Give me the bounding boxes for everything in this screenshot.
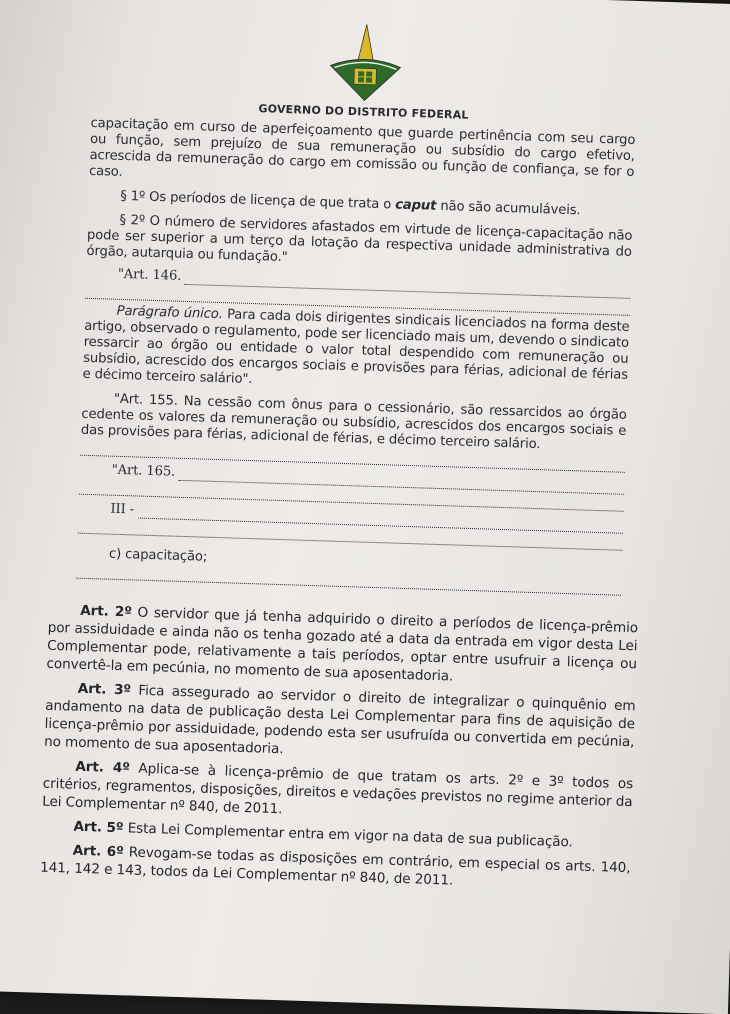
art-4 [42, 757, 633, 830]
paragrafo-unico-label: Parágrafo único. [116, 303, 223, 323]
paragraph-capacitacao: capacitação em curso de aperfeiçoamento que guarde pertinência com seu cargo ou função, sem prejuízo de sua remuneração ou subsídio do cargo efetivo, acrescida da remuneração do cargo em comissão ou função de confiança, se for o caso. [88, 115, 636, 180]
art-4-label: Art. 4º [75, 758, 131, 777]
art-6-label: Art. 6º [72, 842, 124, 861]
art-3 [44, 679, 636, 769]
art-2-text: O servidor que já tenha adquirido o direito a períodos de licença-prêmio por assiduidade e ainda não os tenha gozado até a data da entrada em vigor desta Lei Complementar pode, relativamente a tais períodos, optar entre usufruir a licença ou convertê-la em pecúnia, no momento de sua aposentadoria. [46, 604, 639, 685]
art-3-label: Art. 3º [77, 680, 132, 699]
paragrafo-unico-text: Para cada dois dirigentes sindicais licenciados na forma deste artigo, observado o regulamento, pode ser licenciado mais um, devendo o sindicato ressarcir ao órgão ou entidade o valor total despendido com remuneração ou subsídio, acrescido dos encargos sociais e provisões para férias, adicional de férias e décimo terceiro salário". [82, 307, 630, 388]
inciso-iii-label: III - [110, 501, 135, 518]
paragraph-2: § 2º O número de servidores afastados em virtude de licença-capacitação não pode ser superior a um terço da lotação da respectiva unidade administrativa do órgão, autarquia ou fundação." [86, 212, 633, 266]
document-upper-section [76, 14, 639, 600]
art-165-label: "Art. 165. [111, 462, 176, 480]
art-6-text: Revogam-se todas as disposições em contrário, em especial os arts. 140, 141, 142 e 143, todos da Lei Complementar nº 840, de 2011. [39, 844, 631, 889]
caput-term: caput [394, 197, 437, 214]
art-5-label: Art. 5º [73, 818, 124, 837]
paragrafo-unico [82, 303, 629, 400]
art-155: "Art. 155. Na cessão com ônus para o cessionário, são ressarcidos ao órgão cedente os valores da remuneração ou subsídio, acrescidos dos encargos sociais e das provisões para férias, adicional de férias, e décimo terceiro salário. [80, 391, 627, 453]
alinea-c: c) capacitação; [108, 546, 208, 565]
paragraph-1-text-b: não são acumuláveis. [436, 198, 581, 219]
org-title: GOVERNO DO DISTRITO FEDERAL [258, 102, 469, 122]
art-5-text: Esta Lei Complementar entra em vigor na data de sua publicação. [123, 820, 573, 851]
art-3-text: Fica assegurado ao servidor o direito de integralizar o quinquênio em andamento na data de publicação desta Lei Complementar para fins de aquisição de licença-prêmio por assiduidade, podendo esta ser usufruída ou convertida em pecúnia, no momento de sua aposentadoria. [43, 682, 636, 758]
paragraph-1-text-a: § 1º Os períodos de licença de que trata o [120, 188, 396, 213]
art-2-label: Art. 2º [79, 602, 133, 621]
document-lower-section [40, 601, 639, 901]
art-4-text: Aplica-se à licença-prêmio de que tratam os arts. 2º e 3º todos os critérios, regramentos, disposições, direitos e vedações previstos no regime anterior da Lei Complementar nº 840, de 2011. [41, 760, 634, 818]
art-146-label: "Art. 146. [117, 266, 182, 284]
brasao-distrito-federal-icon [309, 21, 421, 104]
art-2 [46, 601, 638, 691]
